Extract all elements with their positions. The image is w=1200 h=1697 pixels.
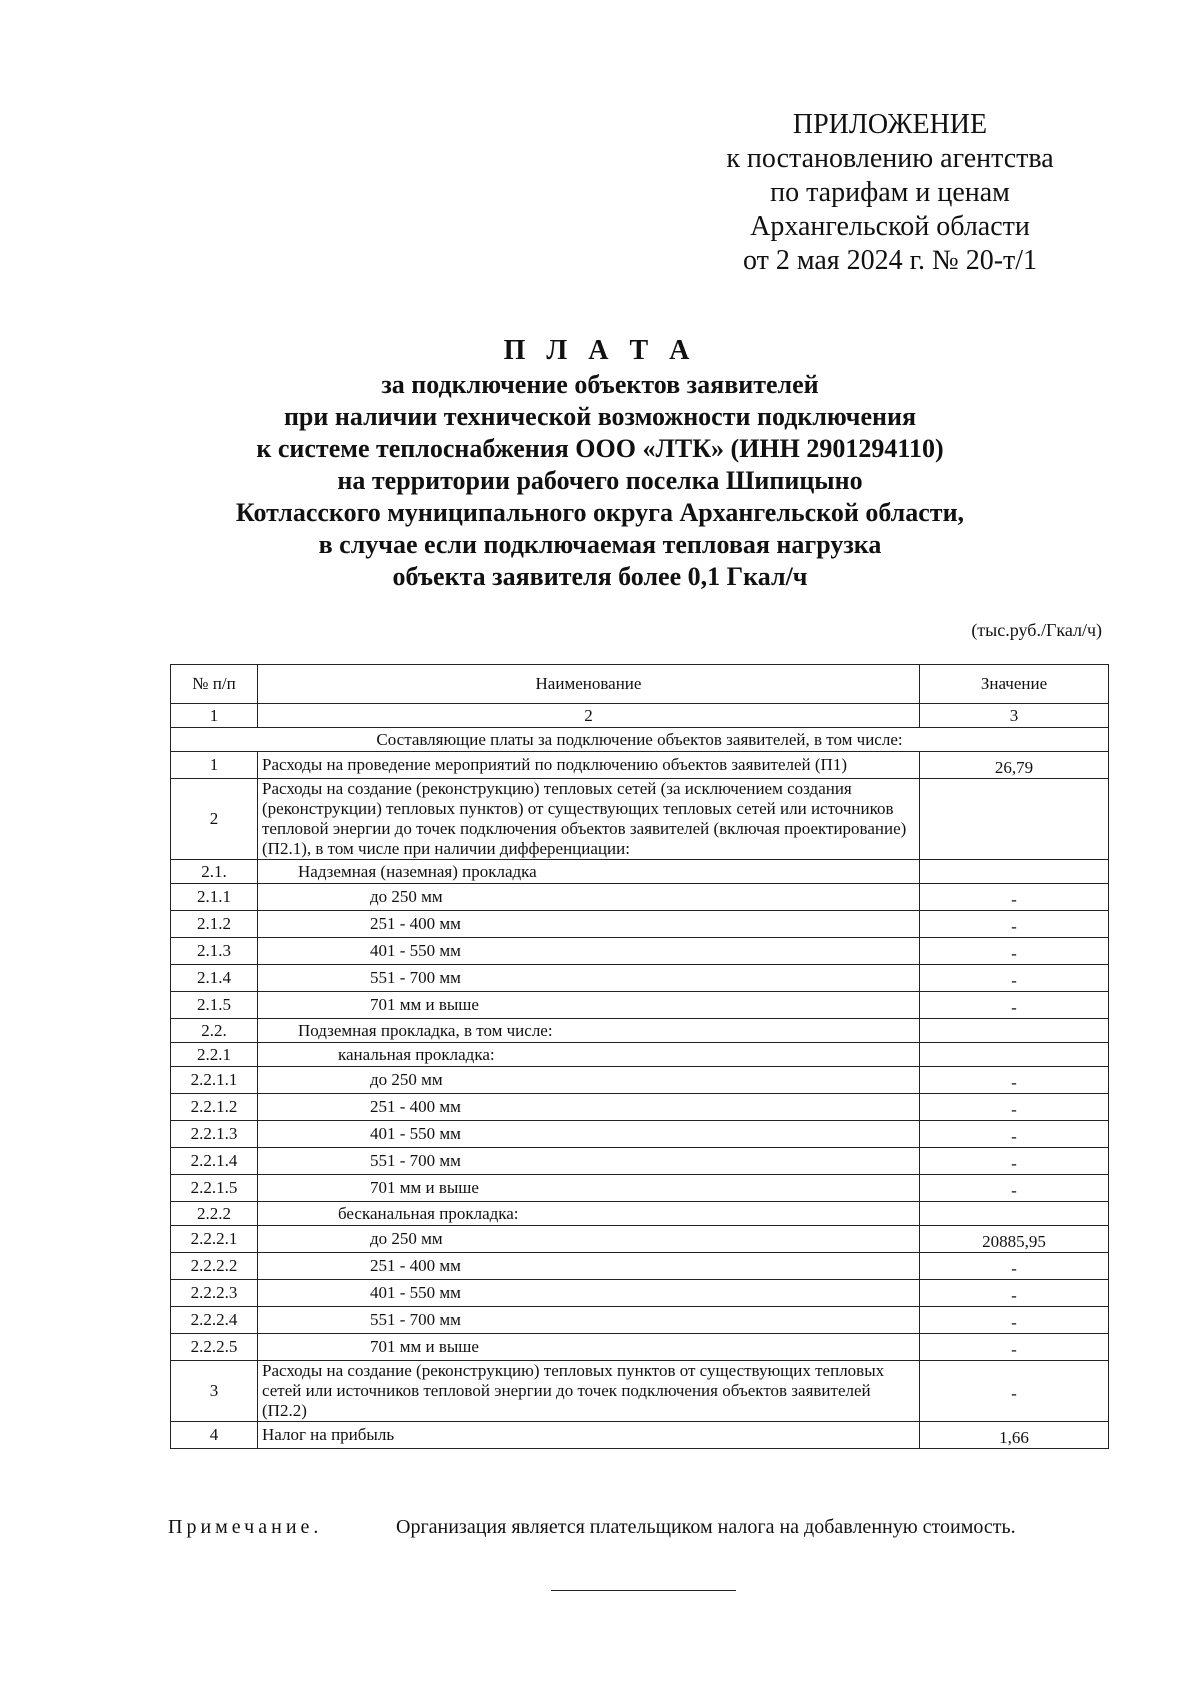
row-number: 2.2.2 xyxy=(171,1202,258,1226)
appendix-date-number: от 2 мая 2024 г. № 20-т/1 xyxy=(742,245,1038,276)
row-value xyxy=(920,884,1109,911)
row-number: 1 xyxy=(171,752,258,779)
row-value-text: 20885,95 xyxy=(982,1232,1046,1251)
row-number: 4 xyxy=(171,1422,258,1449)
row-name: Надземная (наземная) прокладка xyxy=(258,860,920,884)
row-value xyxy=(920,1307,1109,1334)
row-name: 701 мм и выше xyxy=(258,992,920,1019)
table-row xyxy=(171,1361,1109,1422)
row-name: до 250 мм xyxy=(258,1226,920,1253)
row-name: до 250 мм xyxy=(258,1067,920,1094)
row-name: Подземная прокладка, в том числе: xyxy=(258,1019,920,1043)
row-name: 551 - 700 мм xyxy=(258,1307,920,1334)
row-name: 701 мм и выше xyxy=(258,1334,920,1361)
note xyxy=(168,1516,1128,1539)
section-row xyxy=(171,728,1109,752)
row-value xyxy=(920,1094,1109,1121)
row-number: 2.2.1.4 xyxy=(171,1148,258,1175)
table-row xyxy=(171,1226,1109,1253)
row-name: 401 - 550 мм xyxy=(258,938,920,965)
row-value xyxy=(920,1121,1109,1148)
table-row xyxy=(171,992,1109,1019)
table-row xyxy=(171,860,1109,884)
row-value xyxy=(920,860,1109,884)
row-name: канальная прокладка: xyxy=(258,1043,920,1067)
row-name: 701 мм и выше xyxy=(258,1175,920,1202)
row-value xyxy=(920,1361,1109,1422)
header-value: Значение xyxy=(920,665,1109,704)
row-value xyxy=(920,1226,1109,1253)
row-name: 401 - 550 мм xyxy=(258,1121,920,1148)
row-number: 2.2.2.3 xyxy=(171,1280,258,1307)
row-value xyxy=(920,1202,1109,1226)
row-value xyxy=(920,911,1109,938)
row-number: 2.1.4 xyxy=(171,965,258,992)
row-value xyxy=(920,1019,1109,1043)
table-row xyxy=(171,1175,1109,1202)
row-value xyxy=(920,1148,1109,1175)
title-line: объекта заявителя более 0,1 Гкал/ч xyxy=(392,562,808,591)
row-value xyxy=(920,1043,1109,1067)
title-line: на территории рабочего поселка Шипицыно xyxy=(337,466,863,495)
note-text: Организация является плательщиком налога на добавленную стоимость. xyxy=(396,1516,1016,1538)
table-header-row xyxy=(171,665,1109,704)
row-value-text: 1,66 xyxy=(999,1428,1029,1447)
row-value xyxy=(920,1280,1109,1307)
row-value xyxy=(920,1253,1109,1280)
column-number: 3 xyxy=(920,704,1109,728)
row-number: 2.2.1.2 xyxy=(171,1094,258,1121)
row-value-text: - xyxy=(1011,1259,1017,1278)
table-row xyxy=(171,1019,1109,1043)
header-name: Наименование xyxy=(258,665,920,704)
row-value-text: - xyxy=(1011,1313,1017,1332)
document-title xyxy=(150,335,1050,593)
row-value xyxy=(920,938,1109,965)
row-name: Расходы на создание (реконструкцию) тепловых пунктов от существующих тепловых сетей или источников тепловой энергии до точек подключения объектов заявителей (П2.2) xyxy=(258,1361,920,1422)
row-value-text: - xyxy=(1011,1181,1017,1200)
row-number: 2 xyxy=(171,779,258,860)
row-number: 2.2.1.5 xyxy=(171,1175,258,1202)
appendix-block xyxy=(700,108,1080,278)
appendix-line: к постановлению агентства xyxy=(726,143,1054,174)
note-label: Примечание. xyxy=(168,1516,323,1538)
row-number: 2.1.2 xyxy=(171,911,258,938)
title-main: П Л А Т А xyxy=(503,335,697,366)
row-number: 2.1.1 xyxy=(171,884,258,911)
row-name: 251 - 400 мм xyxy=(258,1253,920,1280)
closing-rule xyxy=(551,1590,736,1591)
column-number-row xyxy=(171,704,1109,728)
row-value-text: - xyxy=(1011,1340,1017,1359)
table-row xyxy=(171,1043,1109,1067)
table-row xyxy=(171,1067,1109,1094)
table-row xyxy=(171,779,1109,860)
table-row xyxy=(171,1422,1109,1449)
table-row xyxy=(171,1121,1109,1148)
row-value-text: - xyxy=(1011,890,1017,909)
title-line: за подключение объектов заявителей xyxy=(381,370,819,399)
fee-table xyxy=(170,664,1109,1449)
header-number: № п/п xyxy=(171,665,258,704)
row-name: Расходы на проведение мероприятий по подключению объектов заявителей (П1) xyxy=(258,752,920,779)
row-value-text: - xyxy=(1011,1100,1017,1119)
row-value xyxy=(920,1067,1109,1094)
title-line: к системе теплоснабжения ООО «ЛТК» (ИНН 2901294110) xyxy=(256,434,944,463)
row-value-text: - xyxy=(1011,998,1017,1017)
row-value xyxy=(920,965,1109,992)
table-row xyxy=(171,752,1109,779)
row-name: 401 - 550 мм xyxy=(258,1280,920,1307)
row-value-text: - xyxy=(1011,1127,1017,1146)
table-row xyxy=(171,911,1109,938)
title-line: при наличии технической возможности подключения xyxy=(283,402,917,431)
row-value xyxy=(920,779,1109,860)
row-name: 551 - 700 мм xyxy=(258,1148,920,1175)
title-line: в случае если подключаемая тепловая нагрузка xyxy=(318,530,882,559)
appendix-line: Архангельской области xyxy=(750,211,1030,242)
table-row xyxy=(171,938,1109,965)
table-row xyxy=(171,1202,1109,1226)
row-number: 2.1. xyxy=(171,860,258,884)
row-value-text: - xyxy=(1011,1286,1017,1305)
row-number: 2.1.5 xyxy=(171,992,258,1019)
row-number: 3 xyxy=(171,1361,258,1422)
row-value-text: - xyxy=(1011,1073,1017,1092)
row-value xyxy=(920,992,1109,1019)
units-label: (тыс.руб./Гкал/ч) xyxy=(971,620,1102,640)
row-value-text: - xyxy=(1011,944,1017,963)
row-number: 2.1.3 xyxy=(171,938,258,965)
row-value xyxy=(920,1334,1109,1361)
row-name: Расходы на создание (реконструкцию) тепловых сетей (за исключением создания (реконструкции) тепловых пунктов) от существующих тепловых сетей или источников тепловой энергии до точек подключения объектов заявителей (включая проектирование) (П2.1), в том числе при наличии дифференциации: xyxy=(258,779,920,860)
row-value-text: - xyxy=(1011,1384,1017,1403)
table-row xyxy=(171,1307,1109,1334)
row-value xyxy=(920,752,1109,779)
row-name: до 250 мм xyxy=(258,884,920,911)
title-line: Котласского муниципального округа Архангельской области, xyxy=(235,498,965,527)
section-caption: Составляющие платы за подключение объектов заявителей, в том числе: xyxy=(171,728,1109,752)
table-row xyxy=(171,965,1109,992)
row-name: Налог на прибыль xyxy=(258,1422,920,1449)
appendix-line: по тарифам и ценам xyxy=(770,177,1010,208)
row-number: 2.2.2.4 xyxy=(171,1307,258,1334)
row-number: 2.2.2.1 xyxy=(171,1226,258,1253)
table-row xyxy=(171,1334,1109,1361)
table-row xyxy=(171,884,1109,911)
row-value xyxy=(920,1422,1109,1449)
row-value-text: - xyxy=(1011,917,1017,936)
row-number: 2.2.2.5 xyxy=(171,1334,258,1361)
row-number: 2.2.1.1 xyxy=(171,1067,258,1094)
row-value-text: - xyxy=(1011,1154,1017,1173)
row-name: 251 - 400 мм xyxy=(258,1094,920,1121)
row-name: 251 - 400 мм xyxy=(258,911,920,938)
row-number: 2.2. xyxy=(171,1019,258,1043)
table-row xyxy=(171,1148,1109,1175)
table-row xyxy=(171,1280,1109,1307)
row-name: бесканальная прокладка: xyxy=(258,1202,920,1226)
table-row xyxy=(171,1253,1109,1280)
row-value-text: - xyxy=(1011,971,1017,990)
column-number: 2 xyxy=(258,704,920,728)
table-row xyxy=(171,1094,1109,1121)
row-number: 2.2.1.3 xyxy=(171,1121,258,1148)
row-name: 551 - 700 мм xyxy=(258,965,920,992)
row-value-text: 26,79 xyxy=(994,758,1034,777)
row-value xyxy=(920,1175,1109,1202)
appendix-heading: ПРИЛОЖЕНИЕ xyxy=(792,109,988,140)
row-number: 2.2.2.2 xyxy=(171,1253,258,1280)
row-number: 2.2.1 xyxy=(171,1043,258,1067)
column-number: 1 xyxy=(171,704,258,728)
